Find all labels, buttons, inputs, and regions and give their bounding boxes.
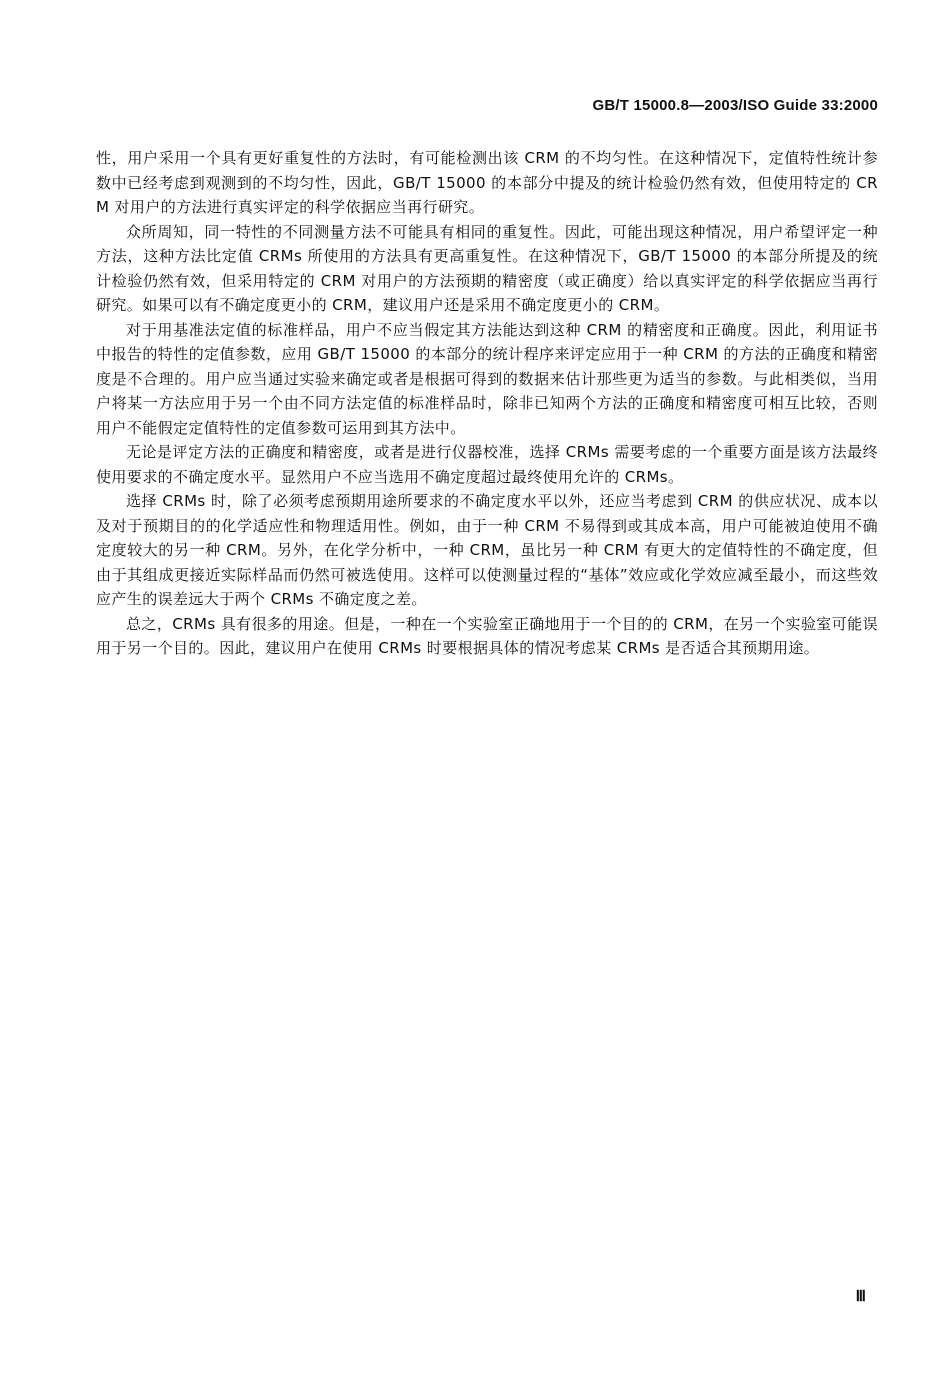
paragraph-uncertainty-level: 无论是评定方法的正确度和精密度，或者是进行仪器校准，选择 CRMs 需要考虑的一个重要方面是该方法最终使用要求的不确定度水平。显然用户不应当选用不确定度超过最终使用允许的 CRMs。 (96, 443, 878, 486)
paragraph-crm-selection: 选择 CRMs 时，除了必须考虑预期用途所要求的不确定度水平以外，还应当考虑到 CRM 的供应状况、成本以及对于预期目的的化学适应性和物理适用性。例如，由于一种 CRM 不易得到或其成本高，用户可能被迫使用不确定度较大的另一种 CRM。另外，在化学分析中，一种 CRM，虽比另一种 CRM 有更大的定值特性的不确定度，但由于其组成更接近实际样品而仍然可被选使用。这样可以使测量过程的“基体”效应或化学效应减至最小，而这些效应产生的误差远大于两个 CRMs 不确定度之差。 (96, 492, 878, 608)
paragraph-repeatability: 众所周知，同一特性的不同测量方法不可能具有相同的重复性。因此，可能出现这种情况，用户希望评定一种方法，这种方法比定值 CRMs 所使用的方法具有更高重复性。在这种情况下，GB/T 15000 的本部分所提及的统计检验仍然有效，但采用特定的 CRM 对用户的方法预期的精密度（或正确度）给以真实评定的科学依据应当再行研究。如果可以有不确定度更小的 CRM，建议用户还是采用不确定度更小的 CRM。 (96, 222, 878, 314)
standard-code-header: GB/T 15000.8—2003/ISO Guide 33:2000 (592, 97, 878, 114)
paragraph-primary-method: 对于用基准法定值的标准样品，用户不应当假定其方法能达到这种 CRM 的精密度和正确度。因此，利用证书中报告的特性的定值参数，应用 GB/T 15000 的本部分的统计程序来评定应用于一种 CRM 的方法的正确度和精密度是不合理的。用户应当通过实验来确定或者是根据可得到的数据来估计那些更为适当的参数。与此相类似，当用户将某一方法应用于另一个由不同方法定值的标准样品时，除非已知两个方法的正确度和精密度可相互比较，否则用户不能假定定值特性的定值参数可运用到其方法中。 (96, 320, 878, 437)
paragraph-continuation: 性，用户采用一个具有更好重复性的方法时，有可能检测出该 CRM 的不均匀性。在这种情况下，定值特性统计参数中已经考虑到观测到的不均匀性，因此，GB/T 15000 的本部分中提及的统计检验仍然有效，但使用特定的 CRM 对用户的方法进行真实评定的科学依据应当再行研究。 (96, 149, 878, 216)
page-number: Ⅲ (855, 1289, 866, 1305)
body-text (96, 146, 878, 661)
paragraph-summary: 总之，CRMs 具有很多的用途。但是，一种在一个实验室正确地用于一个目的的 CRM，在另一个实验室可能误用于另一个目的。因此，建议用户在使用 CRMs 时要根据具体的情况考虑某 CRMs 是否适合其预期用途。 (96, 614, 878, 657)
